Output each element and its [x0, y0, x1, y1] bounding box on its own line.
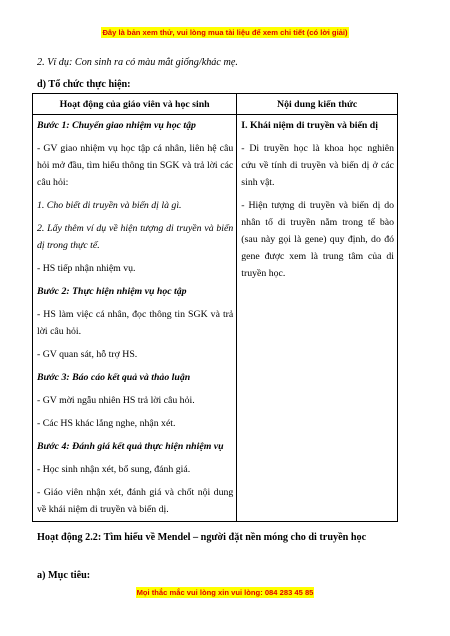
knowledge-heading: I. Khái niệm di truyền và biến dị	[241, 120, 378, 131]
question-2: 2. Lấy thêm ví dụ về hiện tượng di truyền và biến dị trong thực tế.	[37, 223, 234, 251]
list-item: - HS làm việc cá nhân, đọc thông tin SGK và trả lời câu hỏi.	[37, 309, 234, 337]
list-item: - GV quan sát, hỗ trợ HS.	[37, 349, 138, 360]
step-1-heading: Bước 1: Chuyển giao nhiệm vụ học tập	[37, 120, 196, 131]
table-header-row	[33, 94, 398, 115]
table-header-activities: Hoạt động của giáo viên và học sinh	[33, 94, 237, 115]
contact-notice-text: Mọi thắc mắc vui lòng xin vui lòng: 084 283 45 85	[136, 588, 314, 597]
contact-notice-banner	[0, 588, 450, 597]
table-header-knowledge: Nội dung kiến thức	[237, 94, 398, 115]
activity-table	[32, 93, 398, 522]
list-item: - Học sinh nhận xét, bổ sung, đánh giá.	[37, 464, 191, 475]
step-3-heading: Bước 3: Báo cáo kết quả và thảo luận	[37, 372, 191, 383]
list-item: - Di truyền học là khoa học nghiên cứu về tính di truyền và biến dị ở các sinh vật.	[241, 143, 394, 188]
activity-2-2-title: Hoạt động 2.2: Tìm hiểu về Mendel – người đặt nền móng cho di truyền học	[37, 532, 367, 543]
activities-cell	[33, 115, 237, 522]
example-line: 2. Ví dụ: Con sinh ra có màu mắt giống/khác mẹ.	[37, 57, 238, 68]
step-2-heading: Bước 2: Thực hiện nhiệm vụ học tập	[37, 286, 187, 297]
section-a-heading: a) Mục tiêu:	[37, 570, 91, 581]
preview-notice-banner	[0, 28, 450, 37]
table-row	[33, 115, 398, 522]
list-item: - Các HS khác lắng nghe, nhận xét.	[37, 418, 176, 429]
knowledge-cell	[237, 115, 398, 522]
list-item: - GV giao nhiệm vụ học tập cá nhân, liên hệ câu hỏi mở đầu, tìm hiểu thông tin SGK và trả lời các câu hỏi:	[37, 143, 234, 188]
list-item: - GV mời ngẫu nhiên HS trả lời câu hỏi.	[37, 395, 195, 406]
step-4-heading: Bước 4: Đánh giá kết quả thực hiện nhiệm vụ	[37, 441, 224, 452]
list-item: - Hiện tượng di truyền và biến dị do nhân tố di truyền nằm trong tế bào (sau này gọi là gene) quy định, do đó gene được xem là trung tâm của di truyền học.	[241, 200, 394, 279]
list-item: - Giáo viên nhận xét, đánh giá và chốt nội dung về khái niệm di truyền và biến dị.	[37, 487, 234, 515]
section-d-heading: d) Tổ chức thực hiện:	[37, 79, 131, 90]
list-item: - HS tiếp nhận nhiệm vụ.	[37, 263, 136, 274]
preview-notice-text: Đây là bản xem thử, vui lòng mua tài liệu để xem chi tiết (có lời giải)	[102, 28, 348, 37]
question-1: 1. Cho biết di truyền và biến dị là gì.	[37, 200, 182, 211]
